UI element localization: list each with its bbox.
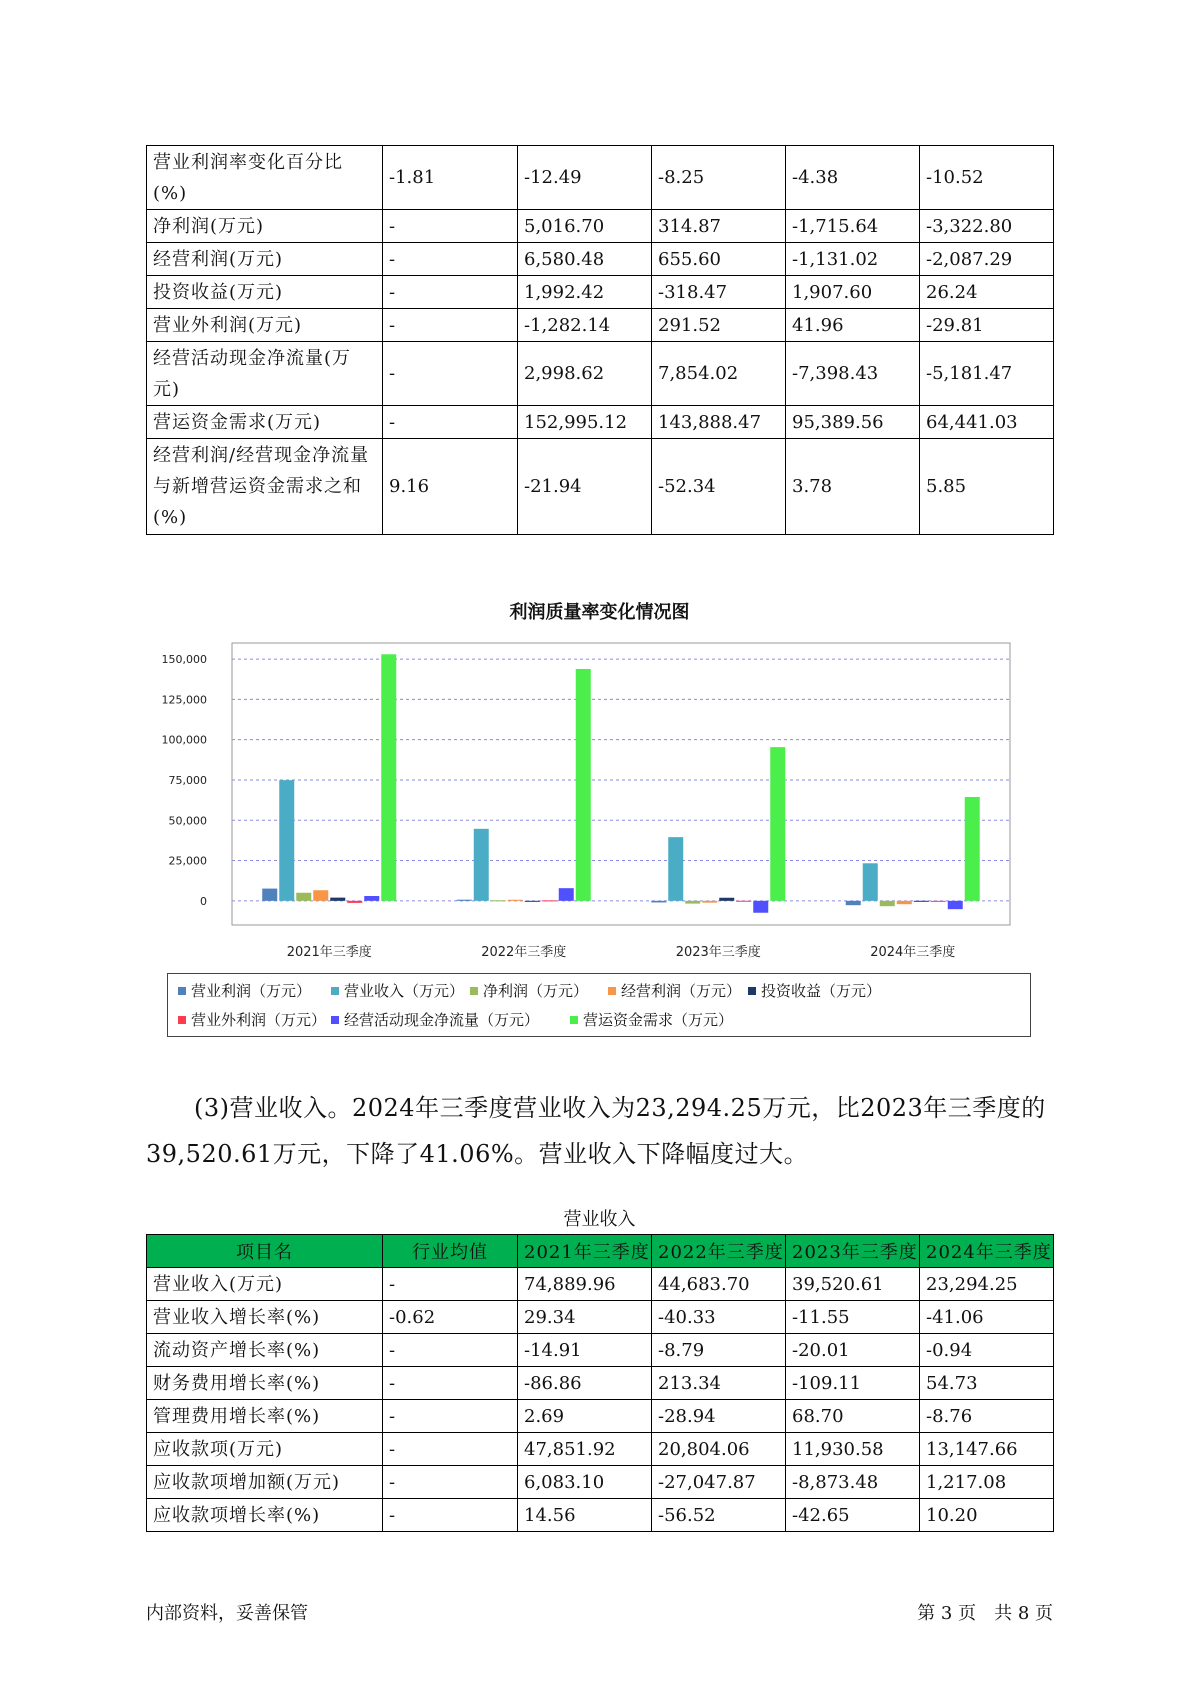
row-name: 营业收入增长率(%): [147, 1301, 383, 1334]
value-cell: 20,804.06: [652, 1433, 786, 1466]
bar: [364, 896, 379, 901]
legend-swatch: [178, 1016, 186, 1024]
plot-area: [232, 643, 1010, 925]
table-header-row: [147, 1235, 1054, 1268]
column-header: 项目名: [147, 1235, 383, 1268]
bar: [381, 654, 396, 901]
table-row: [147, 1301, 1054, 1334]
table-row: [147, 276, 1054, 309]
value-cell: -27,047.87: [652, 1466, 786, 1499]
value-cell: 1,992.42: [518, 276, 652, 309]
legend-label: 营业外利润（万元）: [191, 1011, 327, 1029]
table-row: [147, 309, 1054, 342]
row-name: 经营利润/经营现金净流量与新增营运资金需求之和(%): [147, 439, 383, 535]
column-header: 2022年三季度: [652, 1235, 786, 1268]
value-cell: 314.87: [652, 210, 786, 243]
value-cell: 2,998.62: [518, 342, 652, 406]
legend-swatch: [608, 987, 616, 995]
column-header: 行业均值: [383, 1235, 518, 1268]
industry-avg-cell: -: [383, 1334, 518, 1367]
value-cell: -42.65: [786, 1499, 920, 1532]
column-header: 2023年三季度: [786, 1235, 920, 1268]
value-cell: 68.70: [786, 1400, 920, 1433]
row-name: 营业收入(万元): [147, 1268, 383, 1301]
industry-avg-cell: -: [383, 1367, 518, 1400]
value-cell: -86.86: [518, 1367, 652, 1400]
revenue-table: [146, 1234, 1054, 1532]
footer-confidential: 内部资料，妥善保管: [146, 1603, 308, 1624]
row-name: 应收款项增加额(万元): [147, 1466, 383, 1499]
table-row: [147, 439, 1054, 535]
table-row: [147, 1268, 1054, 1301]
bar: [863, 863, 878, 901]
value-cell: 10.20: [920, 1499, 1054, 1532]
value-cell: 5.85: [920, 439, 1054, 535]
footer-page-number: 第 3 页 共 8 页: [917, 1603, 1053, 1624]
value-cell: 6,083.10: [518, 1466, 652, 1499]
x-tick-label: 2021年三季度: [286, 945, 372, 960]
bar: [931, 901, 946, 902]
y-tick-label: 0: [200, 894, 207, 908]
value-cell: -3,322.80: [920, 210, 1054, 243]
column-header: 2021年三季度: [518, 1235, 652, 1268]
row-name: 管理费用增长率(%): [147, 1400, 383, 1433]
bar: [457, 900, 472, 901]
value-cell: 64,441.03: [920, 406, 1054, 439]
value-cell: -14.91: [518, 1334, 652, 1367]
bar: [559, 888, 574, 901]
industry-avg-cell: -: [383, 342, 518, 406]
legend-item: [470, 980, 588, 1001]
bar: [491, 900, 506, 901]
bar: [965, 797, 980, 901]
value-cell: 26.24: [920, 276, 1054, 309]
legend-label: 投资收益（万元）: [761, 982, 882, 1000]
legend-item: [748, 980, 881, 1001]
legend-label: 经营利润（万元）: [621, 982, 742, 1000]
value-cell: 23,294.25: [920, 1268, 1054, 1301]
legend-item: [178, 1009, 326, 1030]
value-cell: 152,995.12: [518, 406, 652, 439]
bar: [330, 898, 345, 901]
value-cell: -1,131.02: [786, 243, 920, 276]
y-tick-label: 150,000: [161, 653, 207, 667]
value-cell: -28.94: [652, 1400, 786, 1433]
x-tick-label: 2023年三季度: [675, 945, 761, 960]
revenue-paragraph: (3)营业收入。2024年三季度营业收入为23,294.25万元，比2023年三季度的39,520.61万元，下降了41.06%。营业收入下降幅度过大。: [146, 1094, 1046, 1168]
value-cell: 39,520.61: [786, 1268, 920, 1301]
value-cell: 143,888.47: [652, 406, 786, 439]
industry-avg-cell: -: [383, 1466, 518, 1499]
value-cell: -5,181.47: [920, 342, 1054, 406]
column-header: 2024年三季度: [920, 1235, 1054, 1268]
bar: [347, 901, 362, 903]
bar: [685, 901, 700, 904]
value-cell: 29.34: [518, 1301, 652, 1334]
value-cell: -8.25: [652, 146, 786, 210]
value-cell: 13,147.66: [920, 1433, 1054, 1466]
chart-title: 利润质量率变化情况图: [509, 602, 690, 623]
legend-item: [178, 980, 311, 1001]
legend-swatch: [470, 987, 478, 995]
value-cell: -109.11: [786, 1367, 920, 1400]
table-row: [147, 243, 1054, 276]
row-name: 净利润(万元): [147, 210, 383, 243]
legend-item: [331, 980, 464, 1001]
row-name: 应收款项(万元): [147, 1433, 383, 1466]
table-row: [147, 406, 1054, 439]
value-cell: -12.49: [518, 146, 652, 210]
row-name: 应收款项增长率(%): [147, 1499, 383, 1532]
bar: [846, 901, 861, 905]
y-tick-label: 75,000: [168, 773, 207, 787]
table-row: [147, 1334, 1054, 1367]
value-cell: -2,087.29: [920, 243, 1054, 276]
legend-item: [570, 1009, 733, 1030]
bar: [668, 837, 683, 901]
profit-quality-table: [146, 145, 1054, 535]
bar: [313, 890, 328, 901]
value-cell: -1,282.14: [518, 309, 652, 342]
industry-avg-cell: -: [383, 210, 518, 243]
value-cell: -29.81: [920, 309, 1054, 342]
table-row: [147, 210, 1054, 243]
value-cell: 7,854.02: [652, 342, 786, 406]
y-tick-label: 50,000: [168, 814, 207, 828]
bar: [279, 780, 294, 901]
bar: [508, 900, 523, 901]
x-tick-label: 2022年三季度: [481, 945, 567, 960]
bar: [576, 669, 591, 901]
value-cell: -21.94: [518, 439, 652, 535]
value-cell: -4.38: [786, 146, 920, 210]
row-name: 经营活动现金净流量(万元): [147, 342, 383, 406]
value-cell: -8.79: [652, 1334, 786, 1367]
legend-label: 营运资金需求（万元）: [583, 1011, 734, 1029]
industry-avg-cell: -1.81: [383, 146, 518, 210]
legend-label: 经营活动现金净流量（万元）: [344, 1011, 540, 1029]
legend-swatch: [570, 1016, 578, 1024]
industry-avg-cell: -: [383, 276, 518, 309]
value-cell: 54.73: [920, 1367, 1054, 1400]
value-cell: 6,580.48: [518, 243, 652, 276]
row-name: 财务费用增长率(%): [147, 1367, 383, 1400]
legend-swatch: [331, 987, 339, 995]
bar: [719, 898, 734, 901]
bar: [753, 901, 768, 913]
table-row: [147, 146, 1054, 210]
table-row: [147, 1367, 1054, 1400]
value-cell: -0.94: [920, 1334, 1054, 1367]
legend-swatch: [331, 1016, 339, 1024]
legend-label: 净利润（万元）: [483, 982, 589, 1000]
value-cell: 1,907.60: [786, 276, 920, 309]
table-title: 营业收入: [563, 1209, 636, 1230]
bar: [651, 901, 666, 903]
row-name: 营业利润率变化百分比(%): [147, 146, 383, 210]
value-cell: 14.56: [518, 1499, 652, 1532]
industry-avg-cell: -: [383, 309, 518, 342]
industry-avg-cell: -: [383, 406, 518, 439]
value-cell: 3.78: [786, 439, 920, 535]
bar: [736, 901, 751, 902]
bar: [897, 901, 912, 904]
value-cell: -20.01: [786, 1334, 920, 1367]
value-cell: -11.55: [786, 1301, 920, 1334]
value-cell: 11,930.58: [786, 1433, 920, 1466]
chart-legend: [167, 973, 1031, 1037]
table-row: [147, 1400, 1054, 1433]
value-cell: 1,217.08: [920, 1466, 1054, 1499]
row-name: 营业外利润(万元): [147, 309, 383, 342]
x-tick-label: 2024年三季度: [870, 945, 956, 960]
value-cell: -56.52: [652, 1499, 786, 1532]
table-row: [147, 342, 1054, 406]
bar: [880, 901, 895, 906]
industry-avg-cell: -: [383, 243, 518, 276]
value-cell: 2.69: [518, 1400, 652, 1433]
row-name: 投资收益(万元): [147, 276, 383, 309]
y-tick-label: 125,000: [161, 693, 207, 707]
table-row: [147, 1433, 1054, 1466]
legend-item: [608, 980, 741, 1001]
industry-avg-cell: 9.16: [383, 439, 518, 535]
bar: [296, 893, 311, 901]
industry-avg-cell: -: [383, 1499, 518, 1532]
industry-avg-cell: -: [383, 1400, 518, 1433]
value-cell: 213.34: [652, 1367, 786, 1400]
y-tick-label: 25,000: [168, 854, 207, 868]
legend-item: [331, 1009, 539, 1030]
bar: [770, 747, 785, 901]
bar: [474, 829, 489, 901]
bar: [702, 901, 717, 903]
value-cell: -8,873.48: [786, 1466, 920, 1499]
y-tick-label: 100,000: [161, 733, 207, 747]
bar: [948, 901, 963, 909]
value-cell: 74,889.96: [518, 1268, 652, 1301]
industry-avg-cell: -0.62: [383, 1301, 518, 1334]
value-cell: 655.60: [652, 243, 786, 276]
value-cell: -318.47: [652, 276, 786, 309]
value-cell: -52.34: [652, 439, 786, 535]
bar: [525, 901, 540, 902]
legend-label: 营业利润（万元）: [191, 982, 312, 1000]
bar: [262, 889, 277, 901]
value-cell: -41.06: [920, 1301, 1054, 1334]
legend-swatch: [748, 987, 756, 995]
value-cell: -8.76: [920, 1400, 1054, 1433]
industry-avg-cell: -: [383, 1433, 518, 1466]
bar: [914, 901, 929, 902]
row-name: 经营利润(万元): [147, 243, 383, 276]
row-name: 营运资金需求(万元): [147, 406, 383, 439]
value-cell: -1,715.64: [786, 210, 920, 243]
value-cell: -7,398.43: [786, 342, 920, 406]
row-name: 流动资产增长率(%): [147, 1334, 383, 1367]
bar: [542, 900, 557, 901]
value-cell: 95,389.56: [786, 406, 920, 439]
value-cell: -40.33: [652, 1301, 786, 1334]
value-cell: 47,851.92: [518, 1433, 652, 1466]
industry-avg-cell: -: [383, 1268, 518, 1301]
table-row: [147, 1466, 1054, 1499]
legend-label: 营业收入（万元）: [344, 982, 465, 1000]
value-cell: -10.52: [920, 146, 1054, 210]
value-cell: 291.52: [652, 309, 786, 342]
table-row: [147, 1499, 1054, 1532]
value-cell: 5,016.70: [518, 210, 652, 243]
value-cell: 44,683.70: [652, 1268, 786, 1301]
legend-swatch: [178, 987, 186, 995]
value-cell: 41.96: [786, 309, 920, 342]
